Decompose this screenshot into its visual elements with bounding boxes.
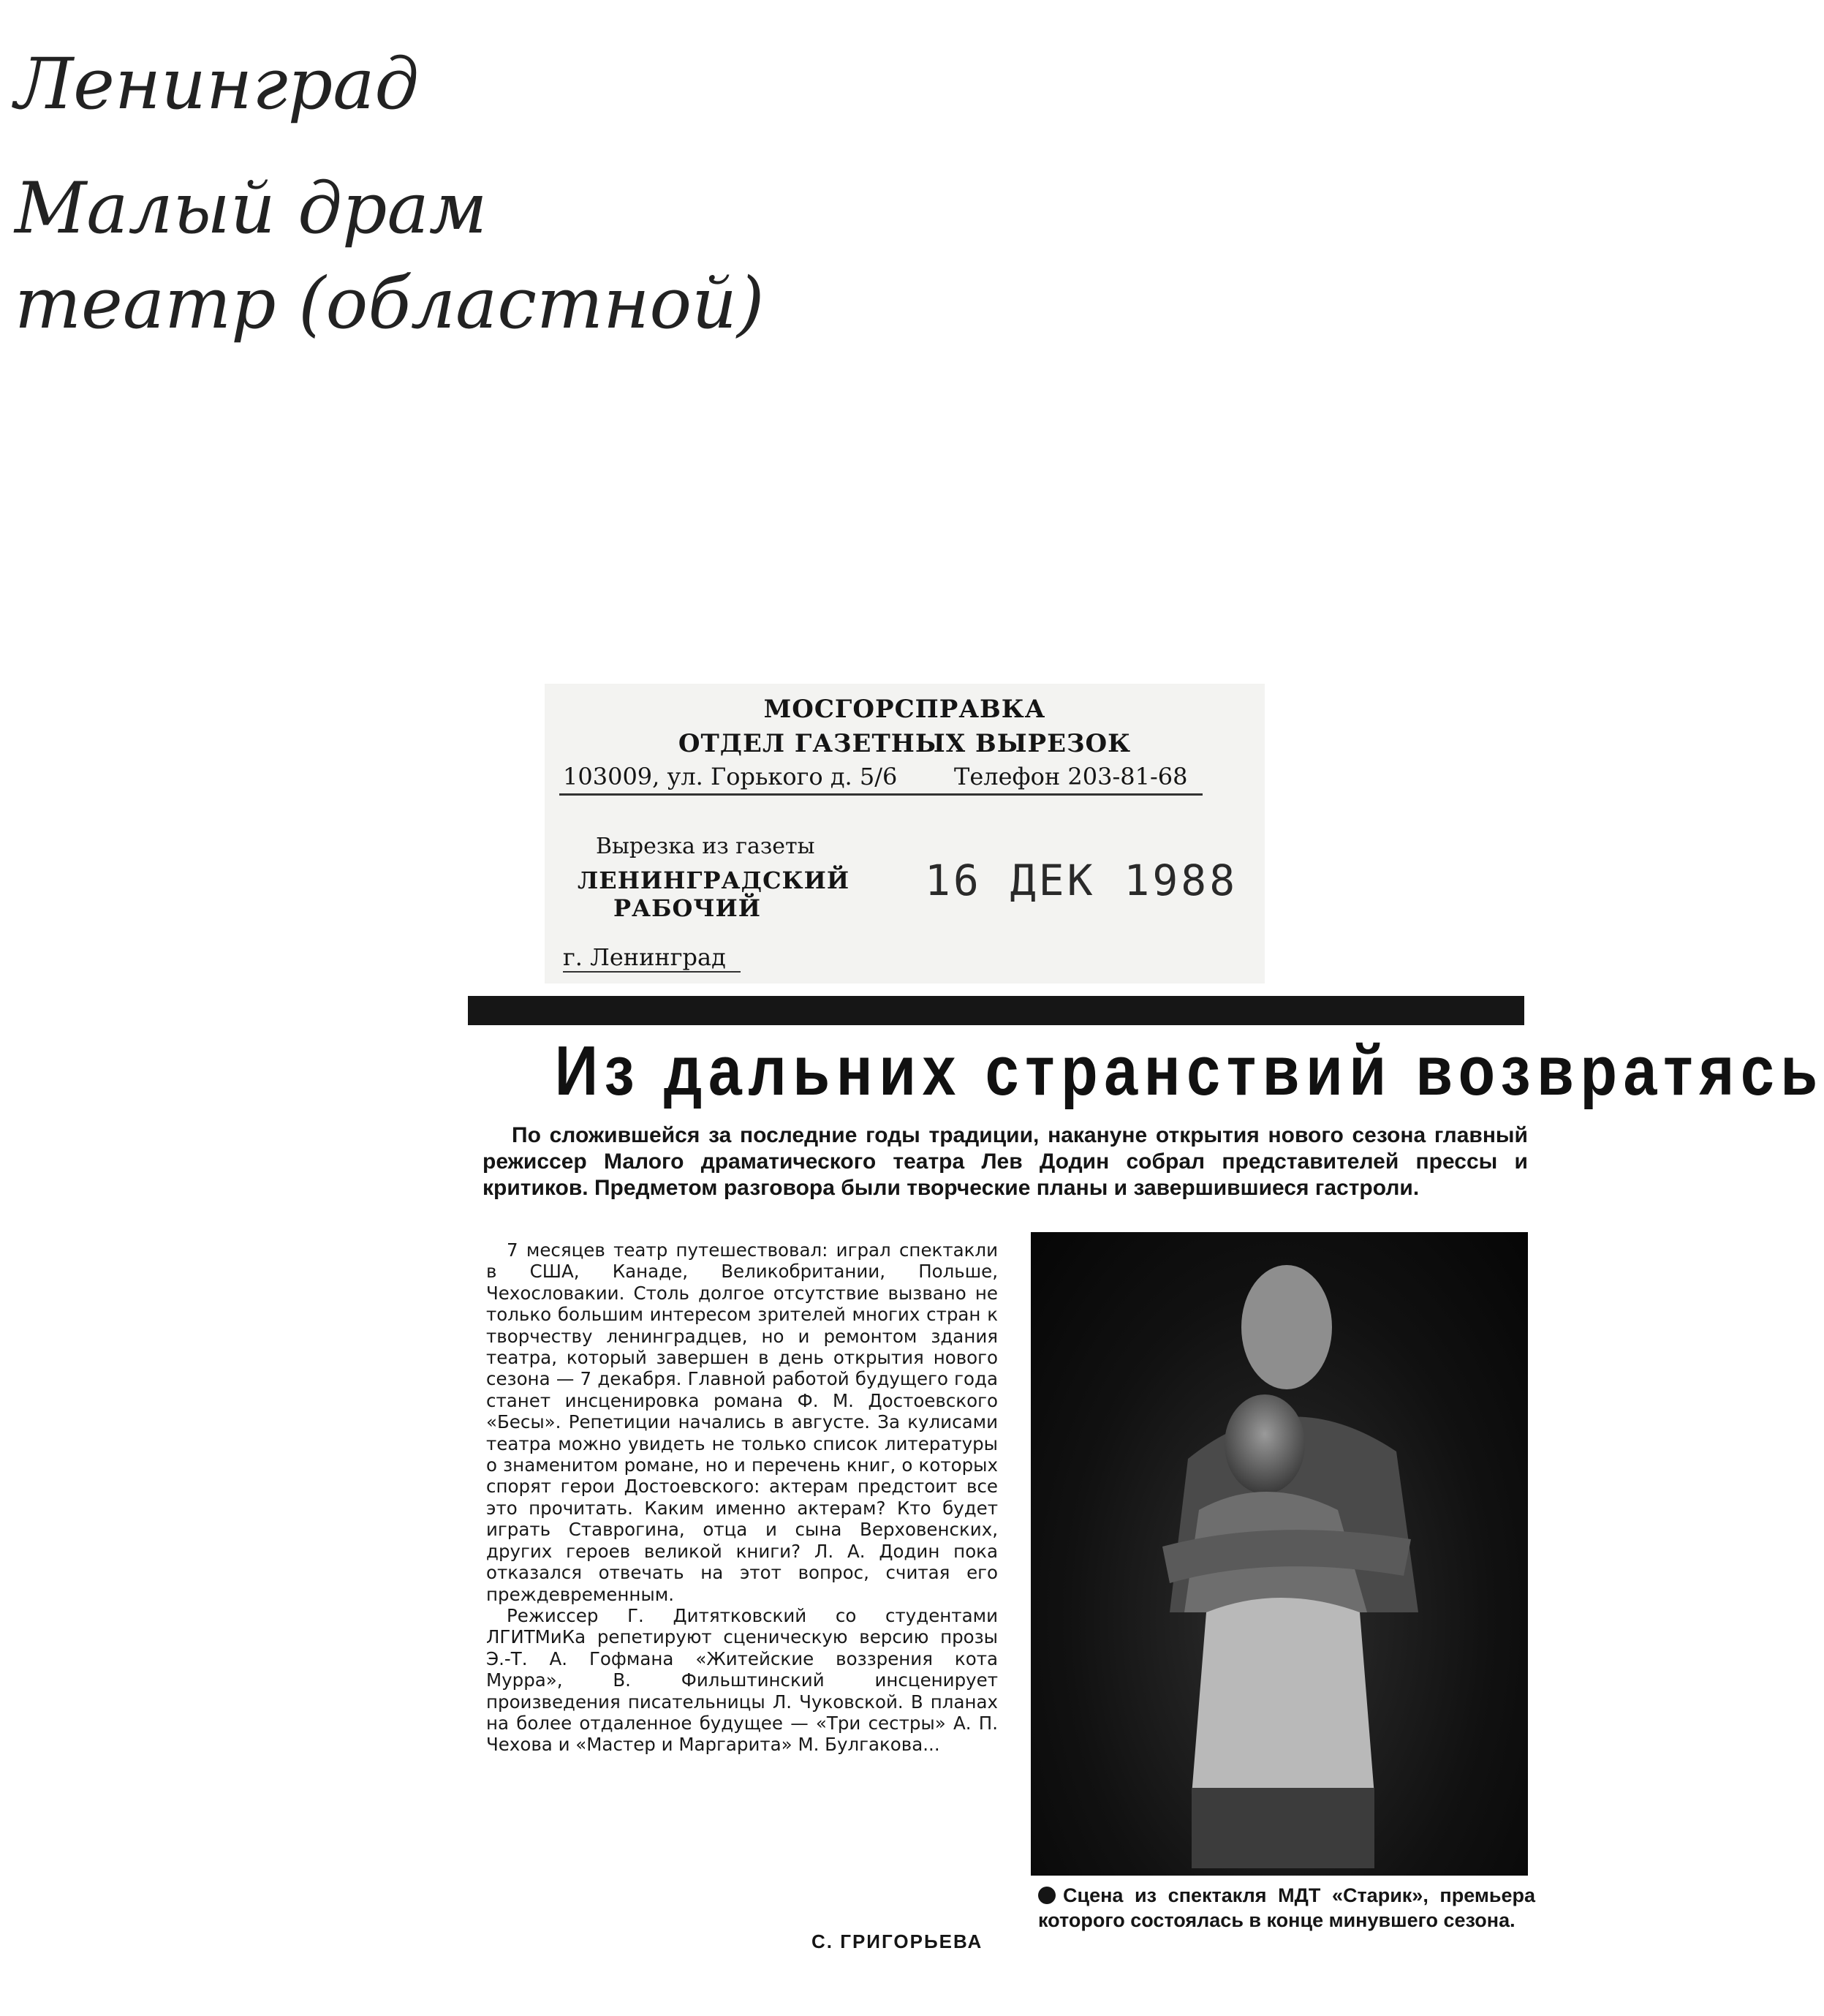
article-paragraph: Режиссер Г. Дитятковский со студентами ЛГИТМиКа репетируют сценическую версию прозы Э.-Т. А. Гофмана «Житейские воззрения кота Мурра», В. Фильштинский инсценирует произведения писательницы Л. Чуковской. В планах на более отдаленное будущее — «Три сестры» А. П. Чехова и «Мастер и Маргарита» М. Булгакова... bbox=[486, 1604, 998, 1756]
article-lead: По сложившейся за последние годы традиции, накануне открытия нового сезона главный режиссер Малого драматического театра Лев Додин собрал представителей прессы и критиков. Предметом разговора были творческие планы и завершившиеся гастроли. bbox=[483, 1123, 1528, 1200]
header-rule-bar bbox=[468, 996, 1524, 1025]
stamp-clipping-from: Вырезка из газеты bbox=[596, 834, 815, 859]
stamp-city: г. Ленинград bbox=[563, 943, 741, 973]
article-paragraph: 7 месяцев театр путешествовал: играл спектакли в США, Канаде, Великобритании, Польше, Чехословакии. Столь долгое отсутствие вызвано не только большим интересом зрителей многих стран к творчеству ленинградцев, но и ремонтом здания театра, который завершен в день открытия нового сезона — 7 декабря. Главной работой будущего года станет инсценировка романа Ф. М. Достоевского «Бесы». Репетиции начались в августе. За кулисами театра можно увидеть не только список литературы о знаменитом романе, но и перечень книг, о которых спорят герои Достоевского: актерам предстоит все это прочитать. Каким именно актерам? Кто будет играть Ставрогина, отца и сына Верховенских, других героев великой книги? Л. А. Додин пока отказался отвечать на этот вопрос, считая его преждевременным. bbox=[486, 1239, 998, 1605]
actor-young-legs bbox=[1192, 1788, 1374, 1868]
photo-caption-text: Сцена из спектакля МДТ «Старик», премьера которого состоялась в конце минувшего сезона. bbox=[1038, 1884, 1535, 1931]
stage-photo-figures bbox=[1031, 1232, 1528, 1876]
actor-elder-head bbox=[1241, 1265, 1332, 1389]
article-body bbox=[486, 1239, 998, 1756]
stamp-department: ОТДЕЛ ГАЗЕТНЫХ ВЫРЕЗОК bbox=[678, 729, 1132, 758]
stamp-address: 103009, ул. Горького д. 5/6 bbox=[563, 763, 898, 790]
stamp-divider bbox=[559, 793, 1203, 796]
actor-young-head bbox=[1225, 1394, 1305, 1494]
article-headline: Из дальних странствий возвратясь bbox=[554, 1032, 1824, 1110]
stamp-date: 16 ДЕК 1988 bbox=[925, 856, 1238, 905]
handwritten-line-1: Ленинград bbox=[15, 43, 420, 125]
stamp-phone: Телефон 203-81-68 bbox=[954, 763, 1188, 790]
stamp-agency: МОСГОРСПРАВКА bbox=[763, 695, 1046, 724]
handwritten-line-3: театр (областной) bbox=[15, 263, 765, 344]
article-author: С. ГРИГОРЬЕВА bbox=[811, 1930, 983, 1952]
photo-caption bbox=[1038, 1883, 1535, 1933]
stamp-newspaper-name: ЛЕНИНГРАДСКИЙ РАБОЧИЙ bbox=[578, 867, 850, 922]
stage-photo bbox=[1031, 1232, 1528, 1876]
clipping-stamp bbox=[545, 684, 1265, 984]
handwritten-note bbox=[15, 37, 765, 351]
bullet-icon bbox=[1038, 1887, 1056, 1904]
handwritten-line-2: Малый драм bbox=[15, 167, 488, 249]
actor-young-shirt bbox=[1192, 1598, 1374, 1795]
